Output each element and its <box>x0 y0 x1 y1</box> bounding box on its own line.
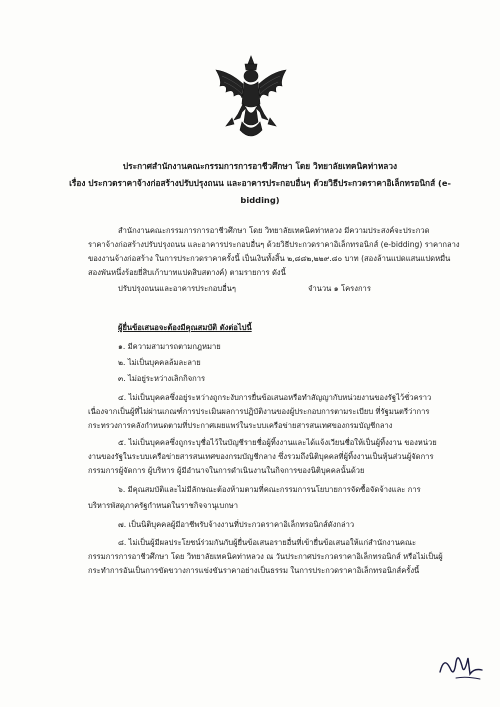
document-title-line3: bidding) <box>240 195 280 205</box>
qualification-line: ๘. ไม่เป็นผู้มีผลประโยชน์ร่วมกันกับผู้ยื่นข้อเสนอรายอื่นที่เข้ายื่นข้อเสนอให้แก่สำนักงานคณะ <box>118 538 417 547</box>
qualification-line: ๗. เป็นนิติบุคคลผู้มีอาชีพรับจ้างงานที่ประกวดราคาอิเล็กทรอนิกส์ดังกล่าว <box>118 520 355 529</box>
qualification-line: บริหารพัสดุภาครัฐกำหนดในราชกิจจานุเบกษา <box>88 501 239 510</box>
qualification-line: กรรมการการอาชีวศึกษา โดย วิทยาลัยเทคนิคท่าหลวง ณ วันประกาศประกวดราคาอิเล็กทรอนิกส์ หรือไม่เป็นผู้ <box>88 552 443 561</box>
garuda-emblem-icon <box>212 52 290 144</box>
intro-line-2: ราคาจ้างก่อสร้างปรับปรุงถนน และอาคารประกอบอื่นๆ ด้วยวิธีประกวดราคาอิเล็กทรอนิกส์ (e-bidding) ราคากลาง <box>88 240 460 249</box>
intro-line-3: ของงานจ้างก่อสร้าง ในการประกวดราคาครั้งนี้ เป็นเงินทั้งสิ้น ๒,๘๘๒,๒๒๙.๘๐ บาท (สองล้านแปดแสนแปดหมื่น <box>88 254 451 263</box>
qualification-line: งานของรัฐในระบบเครือข่ายสารสนเทศของกรมบัญชีกลาง ซึ่งรวมถึงนิติบุคคลที่ผู้ทิ้งงานเป็นหุ้นส่วนผู้จัดการ <box>88 452 434 461</box>
handwritten-signature-icon <box>436 648 486 684</box>
qualification-line: ๑. มีความสามารถตามกฎหมาย <box>118 342 221 351</box>
document-title-line1: ประกาศสำนักงานคณะกรรมการการอาชีวศึกษา โดย วิทยาลัยเทคนิคท่าหลวง <box>122 161 398 171</box>
qualification-line: เนื่องจากเป็นผู้ที่ไม่ผ่านเกณฑ์การประเมินผลการปฏิบัติงานของผู้ประกอบการตามระเบียบ ที่รัฐมนตรีว่าการ <box>88 407 430 416</box>
qualifications-heading: ผู้ยื่นข้อเสนอจะต้องมีคุณสมบัติ ดังต่อไปนี้ <box>118 323 252 332</box>
qualification-line: กระทรวงการคลังกำหนดตามที่ประกาศเผยแพร่ในระบบเครือข่ายสารสนเทศของกรมบัญชีกลาง <box>88 421 393 430</box>
document-title-line2: เรื่อง ประกวดราคาจ้างก่อสร้างปรับปรุงถนน และอาคารประกอบอื่นๆ ด้วยวิธีประกวดราคาอิเล็กทรอนิกส์ (e- <box>69 178 451 188</box>
qualification-line: กรรมการผู้จัดการ ผู้บริหาร ผู้มีอำนาจในการดำเนินงานในกิจการของนิติบุคคลนั้นด้วย <box>88 466 365 475</box>
qualification-line: ๒. ไม่เป็นบุคคลล้มละลาย <box>118 358 201 367</box>
qualification-line: ๕. ไม่เป็นบุคคลซึ่งถูกระบุชื่อไว้ในบัญชีรายชื่อผู้ทิ้งงานและได้แจ้งเวียนชื่อให้เป็นผู้ทิ้งงาน ของหน่วย <box>118 438 437 447</box>
qualification-line: ๖. มีคุณสมบัติและไม่มีลักษณะต้องห้ามตามที่คณะกรรมการนโยบายการจัดซื้อจัดจ้างและ การ <box>118 485 421 494</box>
qualification-line: ๔. ไม่เป็นบุคคลซึ่งอยู่ระหว่างถูกระงับการยื่นข้อเสนอหรือทำสัญญากับหน่วยงานของรัฐไว้ชั่วคราว <box>118 393 432 402</box>
item-name: ปรับปรุงถนนและอาคารประกอบอื่นๆ <box>118 284 236 293</box>
item-quantity: จำนวน ๑ โครงการ <box>308 284 371 293</box>
intro-line-1: สำนักงานคณะกรรมการการอาชีวศึกษา โดย วิทยาลัยเทคนิคท่าหลวง มีความประสงค์จะประกวด <box>118 226 430 235</box>
qualification-line: ๓. ไม่อยู่ระหว่างเลิกกิจการ <box>118 374 206 383</box>
qualification-line: กระทำการอันเป็นการขัดขวางการแข่งขันราคาอย่างเป็นธรรม ในการประกวดราคาอิเล็กทรอนิกส์ครั้งนี้ <box>88 566 420 575</box>
intro-line-4: สองพันหนึ่งร้อยยี่สิบเก้าบาทแปดสิบสตางค์) ตามรายการ ดังนี้ <box>88 268 286 277</box>
